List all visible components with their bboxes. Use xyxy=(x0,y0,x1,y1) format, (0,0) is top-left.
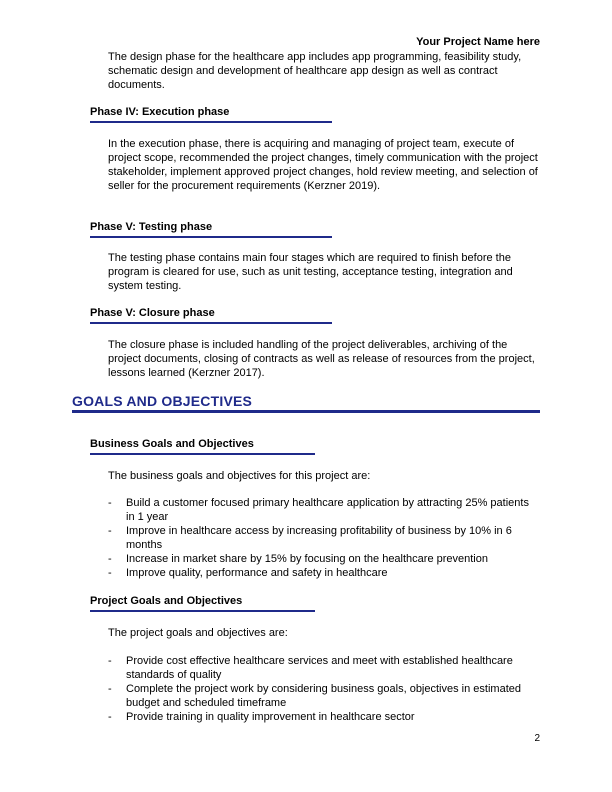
goals-objectives-rule xyxy=(72,410,540,413)
list-item: - Improve in healthcare access by increasing profitability of business by 10% in 6 months xyxy=(108,525,512,551)
list-item: - Increase in market share by 15% by focusing on the healthcare prevention xyxy=(108,553,488,565)
project-goals-heading: Project Goals and Objectives xyxy=(90,595,243,607)
list-item: - Complete the project work by considering business goals, objectives in estimated budget and scheduled timeframe xyxy=(108,683,521,709)
project-goals-intro: The project goals and objectives are: xyxy=(108,627,288,639)
phase-closure-underline xyxy=(90,322,332,324)
bullet-dash: - xyxy=(108,683,112,695)
list-item: - Provide cost effective healthcare services and meet with established healthcare standards of quality xyxy=(108,655,513,681)
bullet-dash: - xyxy=(108,711,112,723)
phase-testing-underline xyxy=(90,236,332,238)
phase-execution-heading: Phase IV: Execution phase xyxy=(90,106,230,118)
phase-execution-underline xyxy=(90,121,332,123)
business-goals-intro: The business goals and objectives for this project are: xyxy=(108,470,371,482)
design-phase-paragraph: The design phase for the healthcare app includes app programming, feasibility study, schematic design and development of healthcare app design as well as contract documents. xyxy=(108,51,522,91)
page-number: 2 xyxy=(534,733,540,744)
phase-execution-paragraph: In the execution phase, there is acquiring and managing of project team, execute of project scope, recommended the project changes, timely communication with the project stakeholder, implement approved project changes, hold review meeting, and selection of seller for the procurement requirements (Kerzner 2019). xyxy=(108,138,538,192)
goals-objectives-heading: GOALS AND OBJECTIVES xyxy=(72,393,253,409)
bullet-dash: - xyxy=(108,553,112,565)
business-goals-heading: Business Goals and Objectives xyxy=(90,438,254,450)
phase-testing-paragraph: The testing phase contains main four stages which are required to finish before the program is cleared for use, such as unit testing, acceptance testing, integration and system testing. xyxy=(108,252,513,292)
list-item: - Build a customer focused primary healthcare application by attracting 25% patients in 1 year xyxy=(108,497,529,523)
bullet-dash: - xyxy=(108,655,112,667)
bullet-dash: - xyxy=(108,525,112,537)
list-item: - Provide training in quality improvement in healthcare sector xyxy=(108,711,415,723)
phase-closure-heading: Phase V: Closure phase xyxy=(90,307,215,319)
phase-closure-paragraph: The closure phase is included handling of the project deliverables, archiving of the project documents, closing of contracts as well as release of resources from the project, lessons learned (Kerzner 2017). xyxy=(108,339,535,379)
project-goals-list xyxy=(108,654,540,724)
bullet-dash: - xyxy=(108,567,112,579)
list-item: - Improve quality, performance and safety in healthcare xyxy=(108,567,388,579)
bullet-dash: - xyxy=(108,497,112,509)
project-goals-underline xyxy=(90,610,315,612)
phase-testing-heading: Phase V: Testing phase xyxy=(90,221,213,233)
header-project-name: Your Project Name here xyxy=(416,36,540,48)
business-goals-list xyxy=(108,496,540,580)
business-goals-underline xyxy=(90,453,315,455)
